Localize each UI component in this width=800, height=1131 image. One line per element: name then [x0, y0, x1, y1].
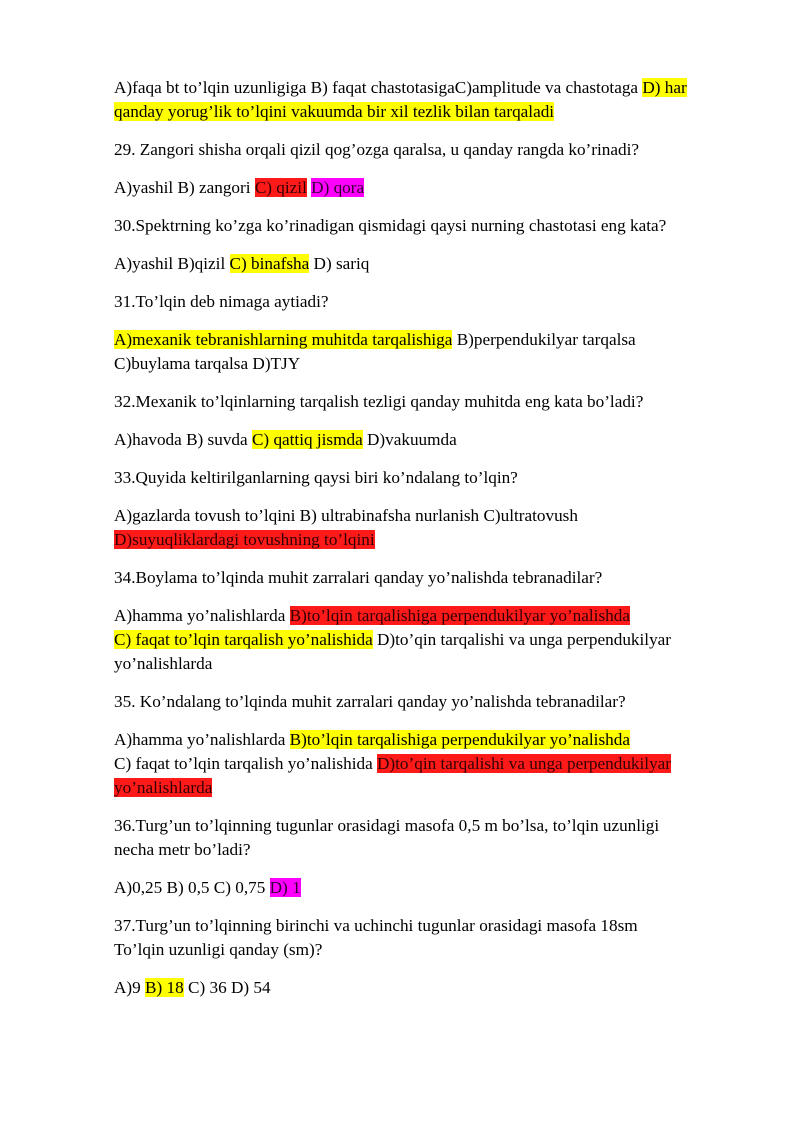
text-run: A)hamma yo’nalishlarda — [114, 606, 290, 625]
text-run: A)gazlarda tovush to’lqini B) ultrabinafsha nurlanish C)ultratovush — [114, 506, 578, 525]
text-run: 35. Ko’ndalang to’lqinda muhit zarralari qanday yo’nalishda tebranadilar? — [114, 692, 626, 711]
text-run: C) 36 D) 54 — [183, 978, 271, 997]
text-run: 29. Zangori shisha orqali qizil qog’ozga qaralsa, u qanday rangda ko’rinadi? — [114, 140, 639, 159]
text-line — [114, 138, 754, 162]
text-line — [114, 328, 754, 352]
paragraph — [114, 428, 754, 452]
text-run: 36.Turg’un to’lqinning tugunlar orasidagi masofa 0,5 m bo’lsa, to’lqin uzunligi — [114, 816, 660, 835]
paragraph — [114, 914, 754, 962]
paragraph-gap — [114, 452, 754, 466]
text-run: yo’nalishlarda — [114, 654, 213, 673]
highlighted-answer: C) qizil — [254, 178, 307, 197]
text-line — [114, 528, 754, 552]
paragraph-gap — [114, 552, 754, 566]
text-line — [114, 604, 754, 628]
text-line — [114, 176, 754, 200]
text-run: C)buylama tarqalsa D)TJY — [114, 354, 301, 373]
paragraph-gap — [114, 414, 754, 428]
paragraph-gap — [114, 800, 754, 814]
document-page — [114, 76, 754, 1000]
paragraph — [114, 76, 754, 124]
text-line — [114, 466, 754, 490]
text-line — [114, 214, 754, 238]
paragraph — [114, 466, 754, 490]
text-line — [114, 566, 754, 590]
paragraph — [114, 566, 754, 590]
paragraph — [114, 252, 754, 276]
text-line — [114, 752, 754, 776]
paragraph-gap — [114, 590, 754, 604]
text-line — [114, 728, 754, 752]
highlighted-answer: B)to’lqin tarqalishiga perpendukilyar yo’nalishda — [289, 730, 630, 749]
paragraph-gap — [114, 376, 754, 390]
text-run: D) sariq — [309, 254, 370, 273]
text-run: B)perpendukilyar tarqalsa — [452, 330, 636, 349]
text-line — [114, 76, 754, 100]
text-line — [114, 976, 754, 1000]
paragraph-gap — [114, 162, 754, 176]
paragraph-gap — [114, 200, 754, 214]
text-line — [114, 428, 754, 452]
text-line — [114, 352, 754, 376]
paragraph-gap — [114, 124, 754, 138]
paragraph-gap — [114, 714, 754, 728]
text-run: A)0,25 B) 0,5 C) 0,75 — [114, 878, 270, 897]
text-line — [114, 690, 754, 714]
text-line — [114, 876, 754, 900]
text-line — [114, 914, 754, 938]
highlighted-answer: D) qora — [311, 178, 365, 197]
paragraph — [114, 390, 754, 414]
text-run: 32.Mexanik to’lqinlarning tarqalish tezligi qanday muhitda eng kata bo’ladi? — [114, 392, 644, 411]
text-run: D)to’qin tarqalishi va unga perpendukilyar — [372, 630, 672, 649]
paragraph — [114, 504, 754, 552]
text-line — [114, 390, 754, 414]
text-line — [114, 290, 754, 314]
text-run: necha metr bo’ladi? — [114, 840, 251, 859]
text-line — [114, 814, 754, 838]
highlighted-answer: D)suyuqliklardagi tovushning to’lqini — [114, 530, 375, 549]
text-run: To’lqin uzunligi qanday (sm)? — [114, 940, 323, 959]
text-run: 33.Quyida keltirilganlarning qaysi biri ko’ndalang to’lqin? — [114, 468, 518, 487]
paragraph-gap — [114, 862, 754, 876]
text-run: 34.Boylama to’lqinda muhit zarralari qanday yo’nalishda tebranadilar? — [114, 568, 603, 587]
paragraph-gap — [114, 676, 754, 690]
highlighted-answer: D) 1 — [269, 878, 301, 897]
text-line — [114, 838, 754, 862]
paragraph — [114, 604, 754, 676]
text-run: A)9 — [114, 978, 146, 997]
paragraph — [114, 214, 754, 238]
text-line — [114, 100, 754, 124]
text-run: 30.Spektrning ko’zga ko’rinadigan qismidagi qaysi nurning chastotasi eng kata? — [114, 216, 667, 235]
text-run: A)yashil B) zangori — [114, 178, 255, 197]
highlighted-answer: D) har — [642, 78, 687, 97]
paragraph — [114, 138, 754, 162]
text-run: A)hamma yo’nalishlarda — [114, 730, 290, 749]
text-run: A)yashil B)qizil — [114, 254, 230, 273]
text-run: A)havoda B) suvda — [114, 430, 252, 449]
paragraph-gap — [114, 962, 754, 976]
text-run: A)faqa bt to’lqin uzunligiga B) faqat chastotasigaC)amplitude va chastotaga — [114, 78, 643, 97]
text-line — [114, 504, 754, 528]
paragraph — [114, 728, 754, 800]
text-run: D)vakuumda — [362, 430, 457, 449]
paragraph-gap — [114, 490, 754, 504]
highlighted-answer: B) 18 — [145, 978, 184, 997]
text-line — [114, 938, 754, 962]
paragraph — [114, 976, 754, 1000]
paragraph — [114, 814, 754, 862]
paragraph — [114, 876, 754, 900]
text-line — [114, 252, 754, 276]
paragraph — [114, 176, 754, 200]
paragraph — [114, 690, 754, 714]
text-line — [114, 652, 754, 676]
highlighted-answer: B)to’lqin tarqalishiga perpendukilyar yo’nalishda — [289, 606, 630, 625]
highlighted-answer: yo’nalishlarda — [114, 778, 213, 797]
highlighted-answer: C) qattiq jismda — [251, 430, 363, 449]
text-run: 31.To’lqin deb nimaga aytiadi? — [114, 292, 329, 311]
text-line — [114, 628, 754, 652]
text-run: 37.Turg’un to’lqinning birinchi va uchinchi tugunlar orasidagi masofa 18sm — [114, 916, 638, 935]
paragraph-gap — [114, 276, 754, 290]
paragraph — [114, 290, 754, 314]
highlighted-answer: C) binafsha — [229, 254, 310, 273]
text-line — [114, 776, 754, 800]
paragraph-gap — [114, 900, 754, 914]
paragraph-gap — [114, 238, 754, 252]
highlighted-answer: C) faqat to’lqin tarqalish yo’nalishida — [114, 630, 373, 649]
text-run: C) faqat to’lqin tarqalish yo’nalishida — [114, 754, 377, 773]
highlighted-answer: D)to’qin tarqalishi va unga perpendukilyar — [377, 754, 672, 773]
highlighted-answer: qanday yorug’lik to’lqini vakuumda bir xil tezlik bilan tarqaladi — [114, 102, 555, 121]
paragraph-gap — [114, 314, 754, 328]
paragraph — [114, 328, 754, 376]
highlighted-answer: A)mexanik tebranishlarning muhitda tarqalishiga — [114, 330, 453, 349]
